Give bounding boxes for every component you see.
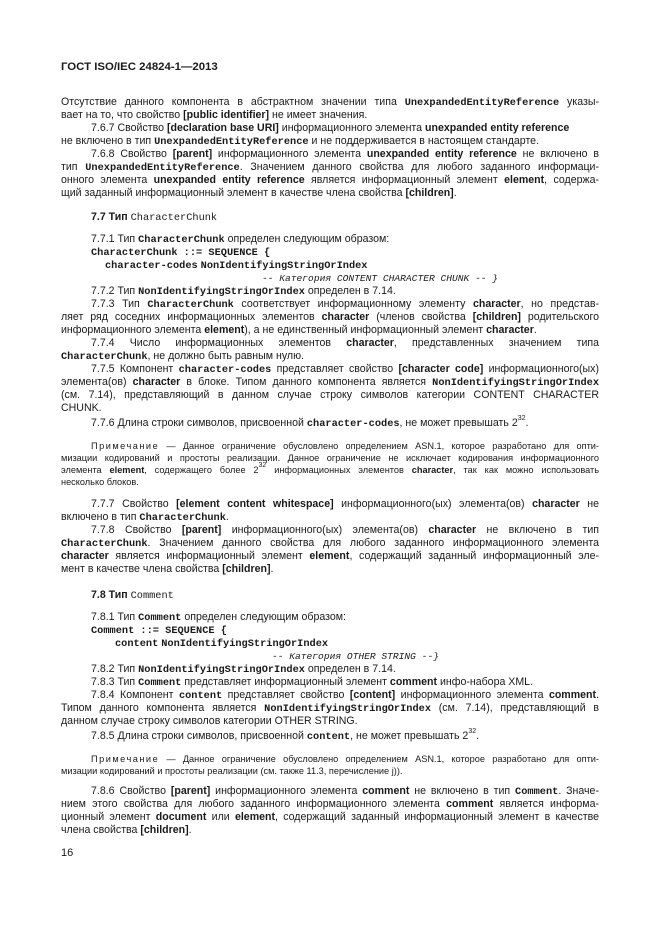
text-span: 7.8.1 Тип [91, 611, 139, 623]
text-line [61, 811, 599, 824]
text-span: определен в 7.14. [304, 285, 396, 297]
text-span: unexpanded entity reference [366, 148, 517, 160]
text-span: мизации кодирований и простоты реализации. Данное ограничение не исключает кодирования информационного [61, 453, 599, 463]
code-text: -- Категория CONTENT CHARACTER CHUNK -- } [262, 273, 499, 284]
text-span: несколько блоков. [61, 477, 139, 487]
text-span: (членов свойства [369, 311, 473, 323]
text-span: представляет свойство [271, 363, 399, 375]
text-span: [content] [349, 689, 396, 701]
text-line [61, 272, 599, 285]
text-line [61, 174, 599, 187]
text-line [61, 798, 599, 811]
text-line [61, 298, 599, 312]
text-line [61, 311, 599, 324]
text-span: информационного элемента [61, 324, 205, 336]
text-span: character [411, 465, 454, 475]
text-span: 7.7.2 Тип [91, 285, 139, 297]
text-span: [parent] [172, 148, 213, 160]
text-span: element [204, 324, 245, 336]
text-span: включено в тип [61, 511, 140, 523]
text-line [61, 676, 599, 690]
text-span: [character code] [398, 363, 484, 375]
text-line [61, 363, 599, 377]
text-span: соответствует информационному элементу [233, 298, 473, 310]
text-span: не включено в [516, 148, 600, 160]
text-line [61, 337, 599, 350]
text-span: информационного(ых) элемента(ов) [221, 524, 429, 536]
text-span: мизации кодирований и простоты реализации (см. также 11.3, перечисление j)). [61, 766, 403, 776]
text-span: element [234, 811, 276, 823]
text-line [61, 689, 599, 703]
text-span: [public identifier] [183, 109, 270, 121]
text-span: представляет информационный элемент [181, 676, 390, 688]
text-span: document [155, 811, 207, 823]
text-line [61, 637, 599, 651]
text-line [61, 730, 599, 744]
text-span: element [504, 174, 545, 186]
code-text: content [115, 638, 159, 650]
text-span: не включено в тип [61, 135, 155, 147]
code-text: character-codes [178, 364, 272, 376]
text-span: , не может превышать 2 [350, 730, 469, 742]
text-span: [children] [472, 311, 521, 323]
code-text: content [178, 690, 223, 702]
text-span: [children] [140, 824, 189, 836]
text-span: 7.6.7 Свойство [91, 122, 167, 134]
text-span: указы- [559, 96, 599, 108]
code-text: content [306, 731, 351, 743]
code-text: NonIdentifyingStringOrIndex [432, 377, 599, 389]
text-span: 7.8.3 Тип [91, 676, 139, 688]
text-span: тип [61, 161, 86, 173]
code-text: NonIdentifyingStringOrIndex [138, 286, 305, 298]
code-text: NonIdentifyingStringOrIndex [200, 260, 368, 272]
text-span: . Значе- [558, 785, 599, 797]
text-span: 7.7 Тип [91, 211, 131, 223]
text-line [61, 563, 599, 576]
text-span: является информа- [493, 798, 600, 810]
text-span: информационных элементов [266, 465, 412, 475]
superscript: 32 [258, 462, 267, 469]
text-span: . [188, 824, 192, 836]
text-span: информационного(ых) элемента(ов) [333, 498, 533, 510]
text-span: не включено в тип [476, 524, 600, 536]
text-span: character [61, 550, 109, 562]
text-span: не [579, 498, 600, 510]
text-line [61, 324, 599, 337]
text-span: 7.6.8 Свойство [91, 148, 173, 160]
text-span: comment [389, 676, 438, 688]
text-span: вает на то, что свойство [61, 109, 184, 121]
text-span: . [270, 563, 274, 575]
text-span: Примечание [91, 754, 160, 764]
text-span: , содержа- [544, 174, 599, 186]
code-text: Comment [515, 786, 559, 798]
code-text: CharacterChunk [147, 299, 234, 311]
code-text: NonIdentifyingStringOrIndex [161, 638, 329, 650]
text-span: данном случае строку символов категории OTHER STRING. [61, 715, 358, 727]
text-span: или [206, 811, 235, 823]
text-span: 7.8.6 Свойство [91, 785, 171, 797]
text-span: онного элемента [61, 174, 154, 186]
text-span: 7.7.1 Тип [91, 233, 139, 245]
text-span: comment [446, 798, 494, 810]
text-line [61, 824, 599, 837]
text-line [61, 715, 599, 728]
code-text: CharacterChunk ::= SEQUENCE { [91, 247, 271, 259]
text-span: [element content whitespace] [176, 498, 334, 510]
text-span: является информационный элемент [304, 174, 505, 186]
code-text: UnexpandedEntityReference [85, 162, 240, 174]
text-span: элемента(ов) [61, 376, 133, 388]
text-line [61, 589, 599, 603]
text-span: . Значением данного свойства для любого заданного информаци- [239, 161, 600, 173]
text-span: щий заданный информационный элемент в качестве члена свойства [61, 187, 406, 199]
text-span: нием этого свойства для любого заданного информационного элемента [61, 798, 447, 810]
text-line [61, 187, 599, 200]
text-span: unexpanded entity reference [425, 122, 570, 134]
text-line [61, 702, 599, 716]
text-span: [children] [405, 187, 454, 199]
text-line [61, 389, 599, 402]
note-line [61, 765, 599, 778]
text-line [61, 148, 599, 161]
text-span: ляет ряд соседних информационных элементов [61, 311, 322, 323]
superscript: 32 [468, 728, 477, 735]
text-span: , содержащий заданный информационный эле- [349, 550, 599, 562]
text-span: определен следующим образом: [181, 611, 346, 623]
text-span: character [486, 324, 534, 336]
text-line [61, 550, 599, 563]
code-text: CharacterChunk [130, 212, 218, 224]
text-line [61, 376, 599, 390]
text-span: , так как можно использовать [453, 465, 599, 475]
text-span: определен в 7.14. [304, 663, 396, 675]
text-span: 7.7.3 Тип [91, 298, 148, 310]
text-span: . [453, 187, 457, 199]
text-span: информационного элемента [395, 689, 549, 701]
text-line [61, 285, 599, 299]
text-span: , не может превышать 2 [399, 417, 518, 429]
text-span: — Данное ограничение обусловлено определением ASN.1, которое разработано для опти- [159, 441, 599, 451]
text-span: элемента [61, 465, 110, 475]
page-number: 16 [61, 847, 74, 859]
text-span: comment [548, 689, 597, 701]
text-span: . Значением данного свойства для любого заданного информационного элемента [147, 537, 599, 549]
page-header: ГОСТ ISO/IEC 24824-1—2013 [61, 61, 218, 73]
text-line [61, 498, 599, 511]
text-line [61, 161, 599, 175]
text-span: Типом данного компонента является [61, 702, 265, 714]
text-span: , но представ- [520, 298, 600, 310]
text-line [61, 211, 599, 225]
text-span: инфо-набора XML. [437, 676, 534, 688]
text-span: (см. 7.14), представляющий в данном случае строку символов категории CONTENT CHARACTER [61, 389, 599, 401]
text-span: CHUNK. [61, 402, 102, 414]
text-span: . [596, 689, 599, 701]
text-line [61, 96, 599, 110]
text-span: [parent] [181, 524, 222, 536]
code-text: UnexpandedEntityReference [154, 136, 309, 148]
text-span: Отсутствие данного компонента в абстрактном значении типа [61, 96, 405, 108]
text-span: представляет свойство [222, 689, 350, 701]
text-span: 7.7.7 Свойство [91, 498, 177, 510]
text-span: является информационный элемент [108, 550, 310, 562]
note-line [61, 476, 599, 489]
text-line [61, 246, 599, 260]
text-span: comment [362, 785, 410, 797]
text-span: 7.7.4 Число информационных элементов [91, 337, 347, 349]
text-span: не имеет значения. [269, 109, 368, 121]
text-span: character [346, 337, 394, 349]
text-span: element [109, 465, 145, 475]
text-span: 7.7.6 Длина строки символов, присвоенной [91, 417, 307, 429]
code-text: CharacterChunk [61, 351, 148, 363]
text-span: . [225, 511, 229, 523]
text-span: информационного элемента [278, 122, 425, 134]
text-span: . [525, 417, 529, 429]
text-line [61, 537, 599, 551]
text-line [61, 417, 599, 431]
text-span: (см. 7.14), представляющий в [431, 702, 599, 714]
code-text: Comment [138, 612, 182, 624]
code-text: Comment [130, 590, 174, 602]
code-text: CharacterChunk [61, 538, 148, 550]
code-text: UnexpandedEntityReference [404, 97, 560, 109]
code-text: NonIdentifyingStringOrIndex [138, 664, 305, 676]
text-span: character [321, 311, 370, 323]
text-span: информационного элемента [210, 785, 363, 797]
text-span: информационного элемента [212, 148, 367, 160]
code-text: NonIdentifyingStringOrIndex [264, 703, 432, 715]
superscript: 32 [517, 415, 526, 422]
text-span: 7.8 Тип [91, 589, 131, 601]
text-span: ), а не единственный информационный элемент [244, 324, 487, 336]
text-line [61, 524, 599, 537]
text-line [61, 122, 599, 135]
text-span: character [532, 498, 580, 510]
text-span: родительского [520, 311, 599, 323]
text-span: element [309, 550, 350, 562]
text-span: character [472, 298, 521, 310]
text-span: 7.7.5 Компонент [91, 363, 179, 375]
text-span: [parent] [170, 785, 211, 797]
text-line [61, 785, 599, 799]
text-span: 7.8.2 Тип [91, 663, 139, 675]
text-span: character [428, 524, 477, 536]
text-span: члена свойства [61, 824, 141, 836]
code-text: Comment [138, 677, 182, 689]
text-line [61, 611, 599, 625]
text-span: определен следующим образом: [224, 233, 390, 245]
text-span: . [533, 324, 537, 336]
text-line [61, 650, 599, 663]
text-span: 7.7.8 Свойство [91, 524, 182, 536]
code-text: character-codes [306, 418, 400, 430]
text-span: 7.8.5 Длина строки символов, присвоенной [91, 730, 307, 742]
text-span: и не поддерживается в настоящем стандарте. [308, 135, 540, 147]
text-line [61, 135, 599, 149]
text-span: [declaration base URI] [166, 122, 279, 134]
code-text: CharacterChunk [139, 512, 226, 524]
text-span: в блоке. Типом данного компонента является [180, 376, 433, 388]
text-span: unexpanded entity reference [153, 174, 305, 186]
text-line [61, 663, 599, 677]
text-line [61, 511, 599, 525]
text-line [61, 350, 599, 364]
text-span: [children] [222, 563, 271, 575]
text-span: , представленных значением типа [393, 337, 599, 349]
text-span: , не должно быть равным нулю. [147, 350, 304, 362]
code-text: character-codes [105, 260, 198, 272]
text-span: Примечание [91, 441, 160, 451]
code-text: Comment ::= SEQUENCE { [91, 625, 227, 637]
text-span: — Данное ограничение обусловлено определением ASN.1, которое разработано для опти- [159, 754, 599, 764]
text-line [61, 233, 599, 247]
text-span: информационного(ых) [483, 363, 599, 375]
text-span: character [132, 376, 181, 388]
code-text: -- Категория OTHER STRING --} [272, 651, 439, 662]
text-span: не включено в тип [409, 785, 516, 797]
text-line [61, 259, 599, 273]
text-span: , содержащего более 2 [144, 465, 259, 475]
text-line [61, 109, 599, 122]
text-span: , содержащий заданный информационный элемент в качестве [275, 811, 599, 823]
text-line [61, 624, 599, 638]
text-span: мент в качестве члена свойства [61, 563, 223, 575]
text-span: ционный элемент [61, 811, 156, 823]
text-span: 7.8.4 Компонент [91, 689, 179, 701]
text-line [61, 402, 599, 415]
text-span: . [476, 730, 480, 742]
code-text: CharacterChunk [138, 234, 225, 246]
